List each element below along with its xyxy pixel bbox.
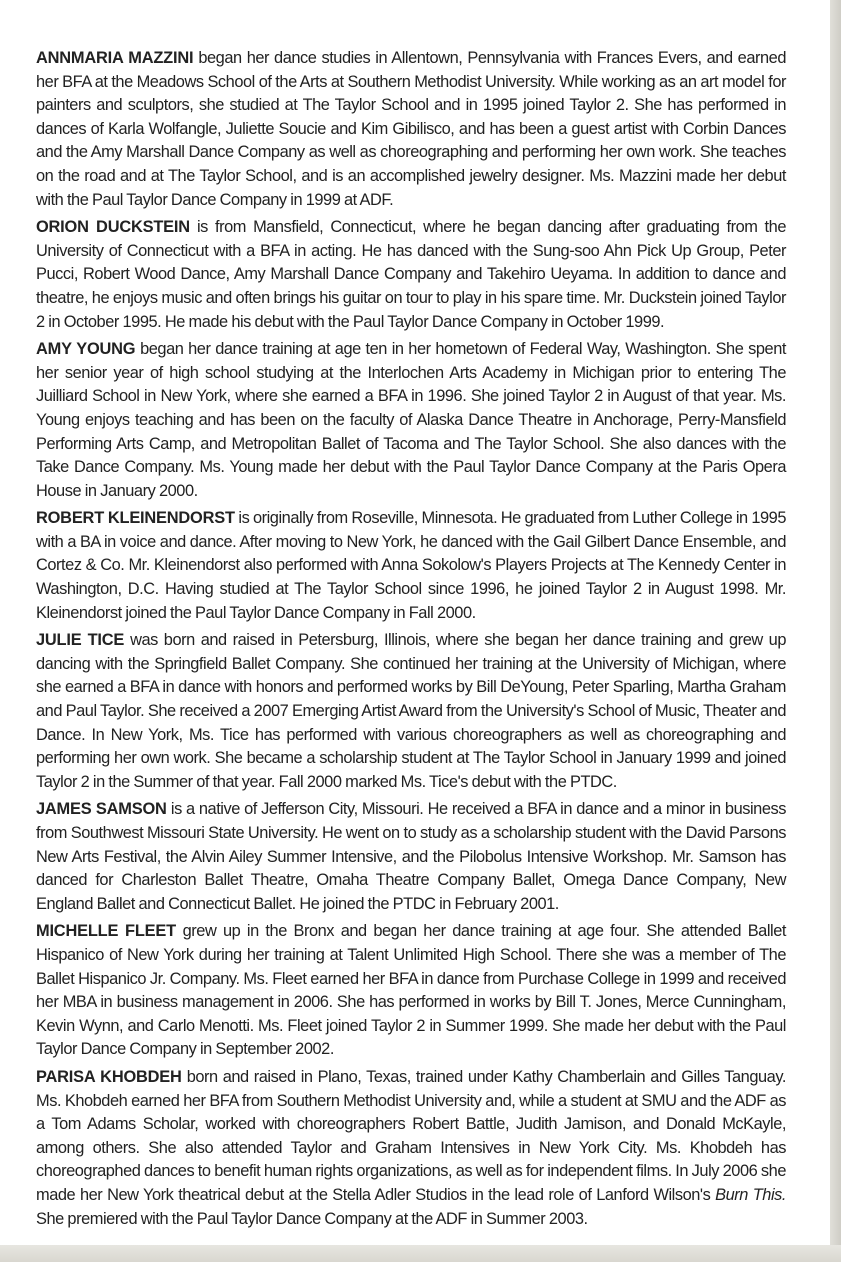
bio-name: JAMES SAMSON [36,800,167,819]
bio-parisa-khobdeh [36,1066,786,1231]
bio-michelle-fleet [36,920,786,1062]
bio-amy-young [36,338,786,503]
bio-name: ORION DUCKSTEIN [36,218,190,237]
bio-text: is from Mansfield, Connecticut, where he began dancing after graduating from the University of Connecticut with a BFA in acting. He has danced with the Sung-soo Ahn Pick Up Group, Peter Pucci, Robert Wood Dance, Amy Marshall Dance Company and Takehiro Ueyama. In addition to dance and theatre, he enjoys music and often brings his guitar on tour to play in his spare time. Mr. Duckstein joined Taylor 2 in October 1995. He made his debut with the Paul Taylor Dance Company in October 1999. [36,218,786,331]
bio-italic-title: Burn This. [715,1185,786,1204]
bio-text: is originally from Roseville, Minnesota. He graduated from Luther College in 1995 with a BA in voice and dance. After moving to New York, he danced with the Gail Gilbert Dance Ensemble, and Cortez & Co. Mr. Kleinendorst also performed with Anna Sokolow's Players Projects at The Kennedy Center in Washington, D.C. Having studied at The Taylor School since 1996, he joined Taylor 2 in August 1998. Mr. Kleinendorst joined the Paul Taylor Dance Company in Fall 2000. [36,509,786,622]
bio-name: JULIE TICE [36,631,125,650]
bio-julie-tice [36,629,786,794]
dancer-bios [36,47,786,1235]
bio-james-samson [36,798,786,916]
bio-annmaria-mazzini [36,47,786,212]
bio-text: began her dance training at age ten in her hometown of Federal Way, Washington. She spent her senior year of high school studying at the Interlochen Arts Academy in Michigan prior to entering The Juilliard School in New York, where she earned a BFA in 1996. She joined Taylor 2 in August of that year. Ms. Young enjoys teaching and has been on the faculty of Alaska Dance Theatre in Anchorage, Perry-Mansfield Performing Arts Camp, and Metropolitan Ballet of Tacoma and The Taylor School. She also dances with the Take Dance Company. Ms. Young made her debut with the Paul Taylor Dance Company at the Paris Opera House in January 2000. [36,340,786,500]
page-bottom-edge [0,1245,841,1262]
bio-text: is a native of Jefferson City, Missouri. He received a BFA in dance and a minor in business from Southwest Missouri State University. He went on to study as a scholarship student with the David Parsons New Arts Festival, the Alvin Ailey Summer Intensive, and the Pilobolus Intensive Workshop. Mr. Samson has danced for Charleston Ballet Theatre, Omaha Theatre Company Ballet, Omega Dance Company, New England Ballet and Connecticut Ballet. He joined the PTDC in February 2001. [36,800,786,913]
bio-robert-kleinendorst [36,507,786,625]
bio-orion-duckstein [36,216,786,334]
page-right-edge [830,0,841,1262]
bio-text: was born and raised in Petersburg, Illinois, where she began her dance training and grew up dancing with the Springfield Ballet Company. She continued her training at the University of Michigan, where she earned a BFA in dance with honors and performed works by Bill DeYoung, Peter Sparling, Martha Graham and Paul Taylor. She received a 2007 Emerging Artist Award from the University's School of Music, Theater and Dance. In New York, Ms. Tice has performed with various choreographers as well as choreographing and performing her own work. She became a scholarship student at The Taylor School in January 1999 and joined Taylor 2 in the Summer of that year. Fall 2000 marked Ms. Tice's debut with the PTDC. [36,631,786,791]
bio-name: ANNMARIA MAZZINI [36,49,194,67]
bio-text: born and raised in Plano, Texas, trained under Kathy Chamberlain and Gilles Tanguay. Ms. Khobdeh earned her BFA from Southern Methodist University and, while a student at SMU and the ADF as a Tom Adams Scholar, worked with choreographers Robert Battle, Judith Jamison, and Donald McKayle, among others. She also attended Taylor and Graham Intensives in New York City. Ms. Khobdeh has choreographed dances to benefit human rights organizations, as well as for independent films. In July 2006 she made her New York theatrical debut at the Stella Adler Studios in the lead role of Lanford Wilson's [36,1067,786,1204]
bio-name: PARISA KHOBDEH [36,1067,182,1086]
bio-name: ROBERT KLEINENDORST [36,509,235,528]
bio-name: MICHELLE FLEET [36,922,176,941]
bio-text: began her dance studies in Allentown, Pennsylvania with Frances Evers, and earned her BFA at the Meadows School of the Arts at Southern Methodist University. While working as an art model for painters and sculptors, she studied at The Taylor School and in 1995 joined Taylor 2. She has performed in dances of Karla Wolfangle, Juliette Soucie and Kim Gibilisco, and has been a guest artist with Corbin Dances and the Amy Marshall Dance Company as well as choreographing and performing her own work. She teaches on the road and at The Taylor School, and is an accomplished jewelry designer. Ms. Mazzini made her debut with the Paul Taylor Dance Company in 1999 at ADF. [36,49,786,209]
bio-text-tail: She premiered with the Paul Taylor Dance Company at the ADF in Summer 2003. [36,1209,588,1228]
bio-name: AMY YOUNG [36,340,136,359]
bio-text: grew up in the Bronx and began her dance training at age four. She attended Ballet Hispanico of New York during her training at Talent Unlimited High School. There she was a member of The Ballet Hispanico Jr. Company. Ms. Fleet earned her BFA in dance from Purchase College in 1999 and received her MBA in business management in 2006. She has performed in works by Bill T. Jones, Merce Cunningham, Kevin Wynn, and Carlo Menotti. Ms. Fleet joined Taylor 2 in Summer 1999. She made her debut with the Paul Taylor Dance Company in September 2002. [36,922,786,1059]
